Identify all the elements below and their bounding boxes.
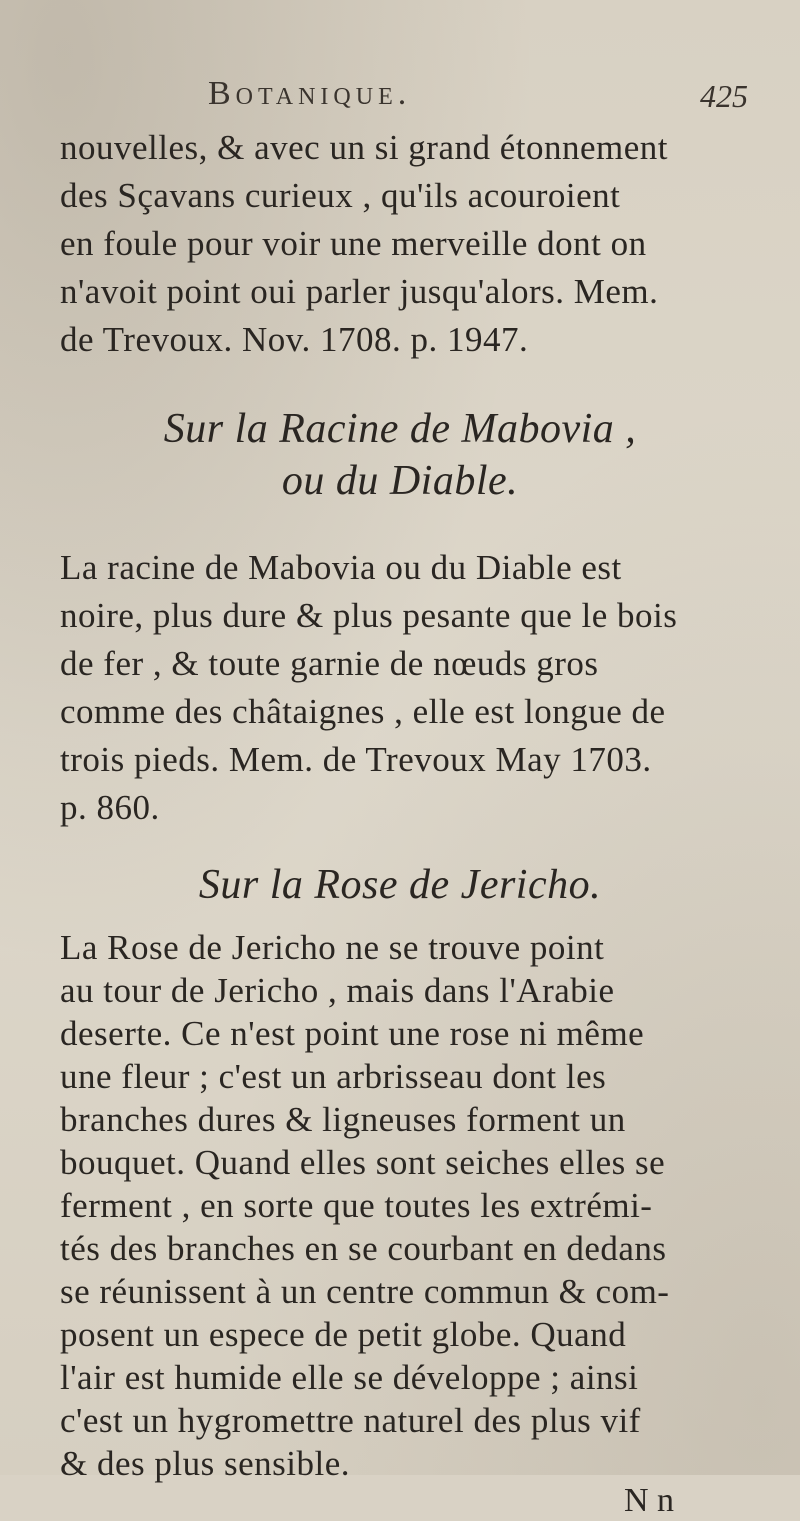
text-line: La racine de Mabovia ou du Diable est (60, 548, 622, 587)
running-title: Botanique. (208, 75, 412, 112)
text-line: se réunissent à un centre commun & com- (60, 1272, 670, 1311)
catchword: N n (624, 1482, 675, 1519)
text-line: de Trevoux. Nov. 1708. p. 1947. (60, 320, 529, 359)
text-line: de fer , & toute garnie de nœuds gros (60, 644, 599, 683)
section-heading: Sur la Racine de Mabovia , (163, 406, 637, 452)
text-line: & des plus sensible. (60, 1444, 350, 1483)
running-head (0, 74, 800, 114)
text-line: ferment , en sorte que toutes les extrémi- (60, 1186, 653, 1225)
text-line: nouvelles, & avec un si grand étonnement (60, 128, 669, 167)
text-line: au tour de Jericho , mais dans l'Arabie (60, 971, 615, 1010)
text-line: trois pieds. Mem. de Trevoux May 1703. (60, 740, 652, 779)
text-line: deserte. Ce n'est point une rose ni même (60, 1014, 645, 1053)
text-line: une fleur ; c'est un arbrisseau dont les (60, 1057, 607, 1096)
text-line: posent un espece de petit globe. Quand (60, 1315, 627, 1354)
text-line: en foule pour voir une merveille dont on (60, 224, 647, 263)
text-line: La Rose de Jericho ne se trouve point (60, 928, 605, 967)
text-line: noire, plus dure & plus pesante que le bois (60, 596, 678, 635)
text-line: l'air est humide elle se développe ; ainsi (60, 1358, 639, 1397)
text-line: des Sçavans curieux , qu'ils acouroient (60, 176, 621, 215)
text-line: p. 860. (60, 788, 160, 827)
text-line: branches dures & ligneuses forment un (60, 1100, 626, 1139)
text-line: bouquet. Quand elles sont seiches elles se (60, 1143, 666, 1182)
text-line: c'est un hygromettre naturel des plus vif (60, 1401, 641, 1440)
section-heading: ou du Diable. (281, 458, 519, 504)
section-heading: Sur la Rose de Jericho. (198, 862, 602, 908)
text-line: tés des branches en se courbant en dedans (60, 1229, 667, 1268)
page-number: 425 (700, 78, 748, 114)
text-line: comme des châtaignes , elle est longue de (60, 692, 666, 731)
text-line: n'avoit point oui parler jusqu'alors. Mem. (60, 272, 659, 311)
